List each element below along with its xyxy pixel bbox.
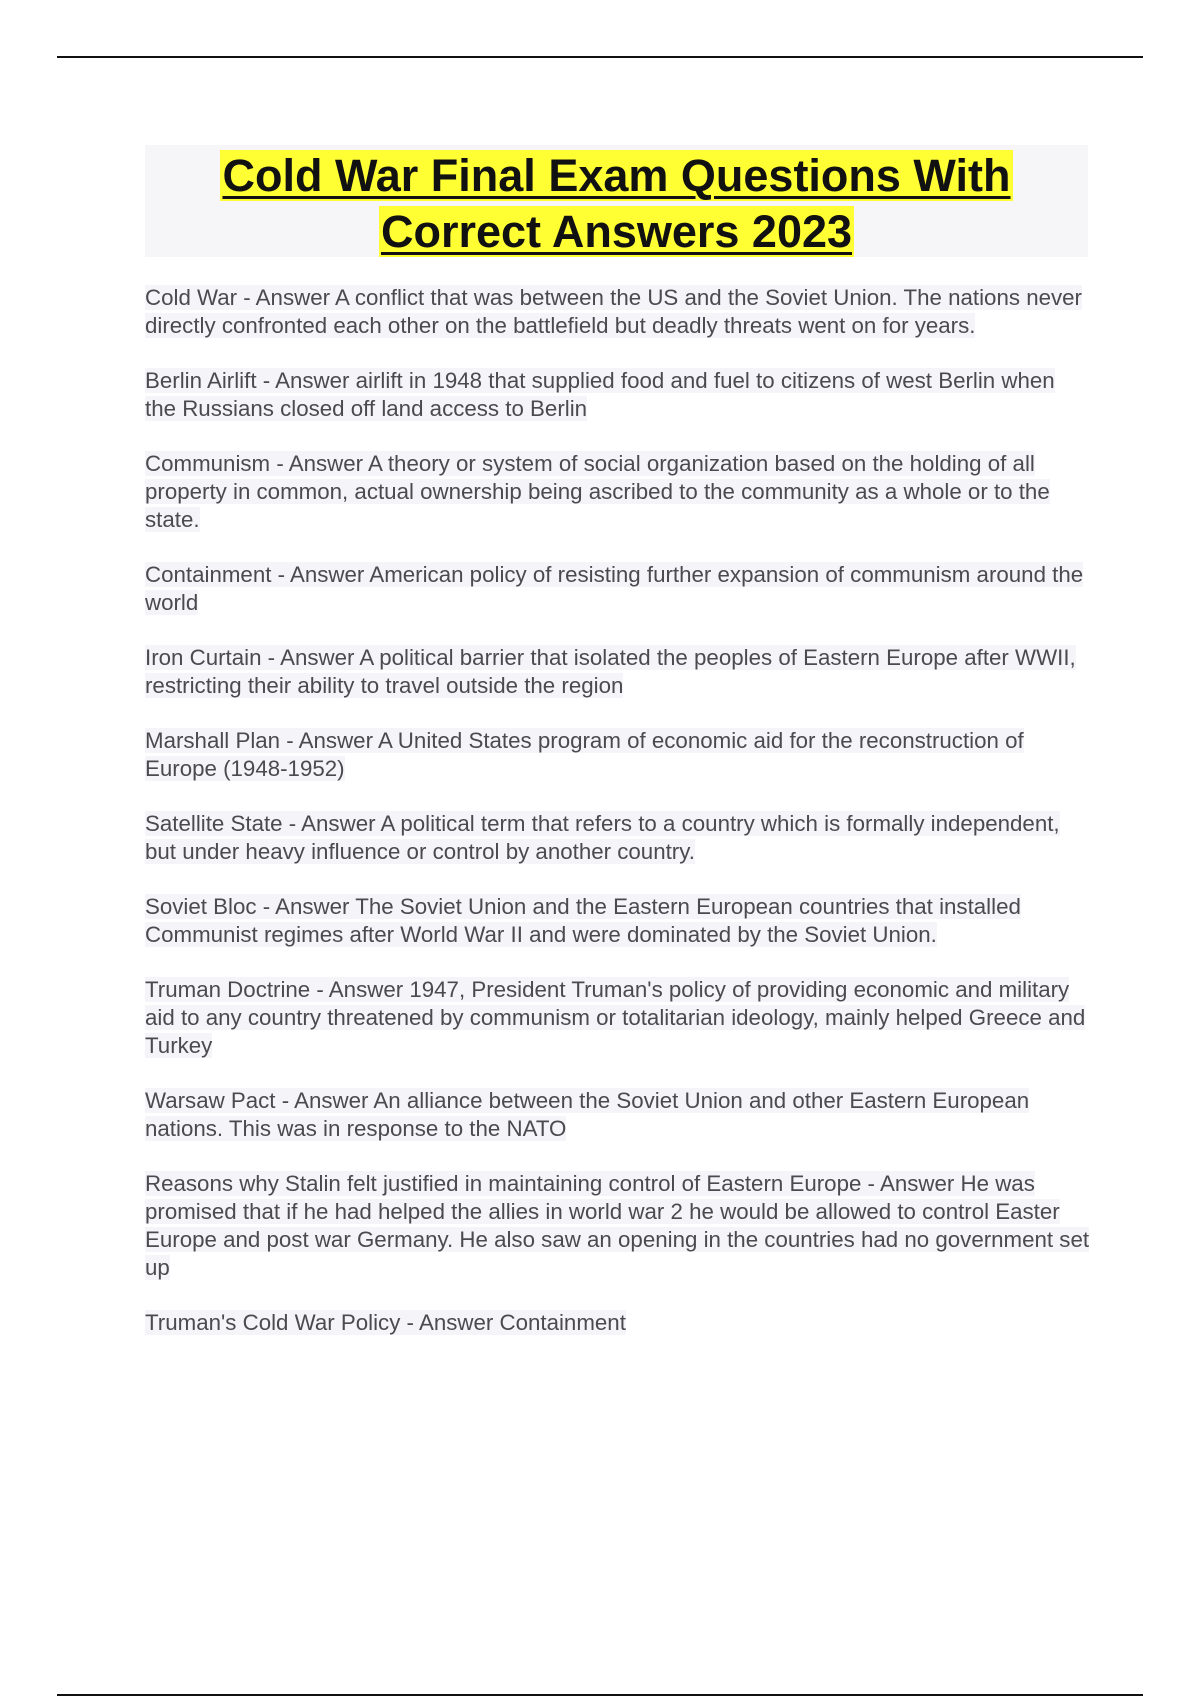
qa-item-truman-doctrine: Truman Doctrine - Answer 1947, President Truman's policy of providing economic and military aid to any country threatened by communism or totalitarian ideology, mainly helped Greece and Turkey (145, 977, 1086, 1058)
title-line-1: Cold War Final Exam Questions With (222, 150, 1011, 201)
page-title (145, 145, 1088, 260)
qa-item-containment: Containment - Answer American policy of resisting further expansion of communism around the world (145, 562, 1084, 615)
qa-item-truman-policy: Truman's Cold War Policy - Answer Containment (145, 1310, 626, 1335)
qa-item-iron-curtain: Iron Curtain - Answer A political barrier that isolated the peoples of Eastern Europe after WWII, restricting their ability to travel outside the region (145, 645, 1076, 698)
qa-item-warsaw-pact: Warsaw Pact - Answer An alliance between the Soviet Union and other Eastern European nations. This was in response to the NATO (145, 1088, 1030, 1141)
bottom-rule (57, 1694, 1143, 1696)
qa-item-stalin-reasons: Reasons why Stalin felt justified in maintaining control of Eastern Europe - Answer He was promised that if he had helped the allies in world war 2 he would be allowed to control Easter Europe and post war Germany. He also saw an opening in the countries had no government set up (145, 1171, 1090, 1280)
qa-item-berlin-airlift: Berlin Airlift - Answer airlift in 1948 that supplied food and fuel to citizens of west Berlin when the Russians closed off land access to Berlin (145, 368, 1055, 421)
qa-item-cold-war: Cold War - Answer A conflict that was between the US and the Soviet Union. The nations never directly confronted each other on the battlefield but deadly threats went on for years. (145, 285, 1082, 338)
top-rule (57, 56, 1143, 58)
qa-item-marshall-plan: Marshall Plan - Answer A United States program of economic aid for the reconstruction of Europe (1948-1952) (145, 728, 1024, 781)
qa-item-communism: Communism - Answer A theory or system of social organization based on the holding of all property in common, actual ownership being ascribed to the community as a whole or to the state. (145, 451, 1050, 532)
title-line-2: Correct Answers 2023 (380, 206, 853, 257)
title-block (145, 145, 1088, 257)
qa-item-soviet-bloc: Soviet Bloc - Answer The Soviet Union and the Eastern European countries that installed Communist regimes after World War II and were dominated by the Soviet Union. (145, 894, 1021, 947)
qa-item-satellite-state: Satellite State - Answer A political term that refers to a country which is formally independent, but under heavy influence or control by another country. (145, 811, 1060, 864)
qa-list (145, 284, 1090, 1364)
